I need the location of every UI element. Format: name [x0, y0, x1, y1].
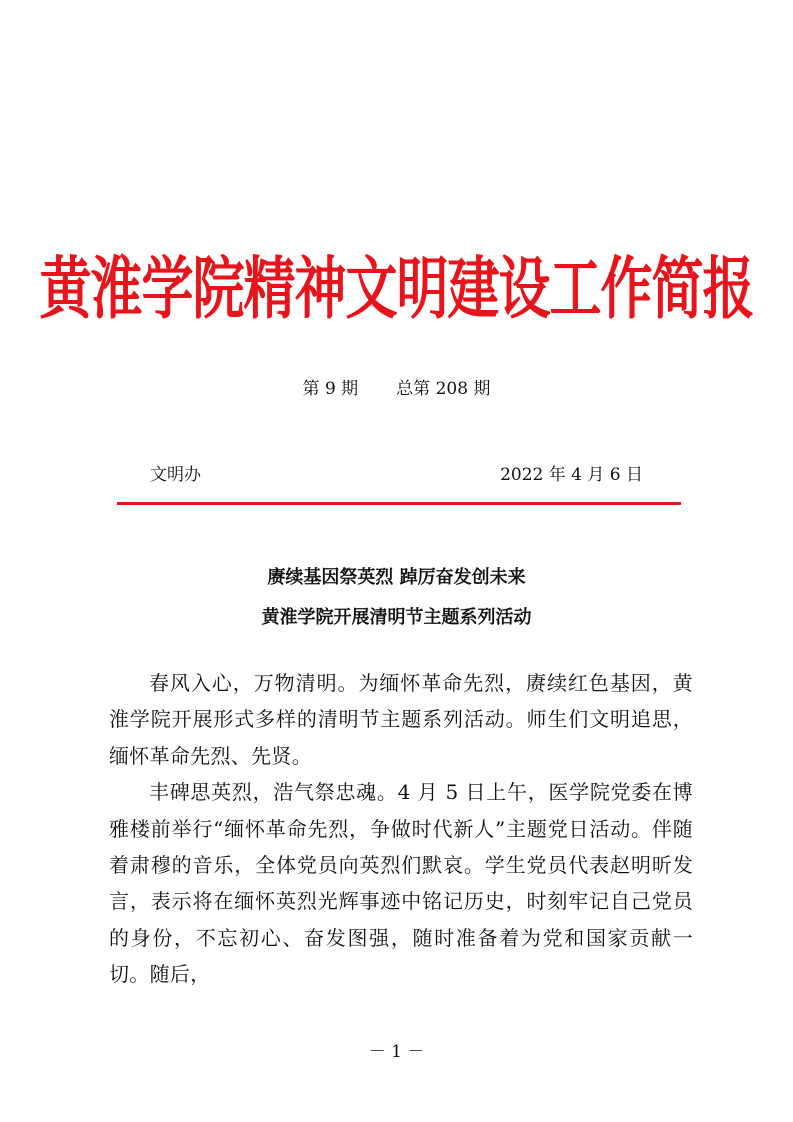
header-divider [117, 502, 681, 505]
masthead-title: 黄淮学院精神文明建设工作简报 [39, 249, 754, 329]
article-body [109, 665, 693, 993]
issue-current: 第 9 期 [302, 379, 359, 399]
article-headline-line2: 黄淮学院开展清明节主题系列活动 [261, 607, 532, 628]
page-number: － 1 － [368, 1042, 425, 1062]
issuing-office: 文明办 [150, 465, 201, 485]
article-paragraph: 春风入心，万物清明。为缅怀革命先烈，赓续红色基因，黄淮学院开展形式多样的清明节主题系列活动。师生们文明追思，缅怀革命先烈、先贤。 [109, 671, 693, 768]
issue-number [0, 377, 793, 401]
issue-total: 总第 208 期 [396, 379, 491, 399]
article-headline-line1: 赓续基因祭英烈 踔厉奋发创未来 [267, 567, 526, 588]
article-paragraph: 丰碑思英烈，浩气祭忠魂。4 月 5 日上午，医学院党委在博雅楼前举行“缅怀革命先烈，争做时代新人”主题党日活动。伴随着肃穆的音乐，全体党员向英烈们默哀。学生党员代表赵明昕发言，表示将在缅怀英烈光辉事迹中铭记历史，时刻牢记自己党员的身份，不忘初心、奋发图强，随时准备着为党和国家贡献一切。随后， [109, 780, 693, 987]
issue-date: 2022 年 4 月 6 日 [500, 465, 643, 485]
